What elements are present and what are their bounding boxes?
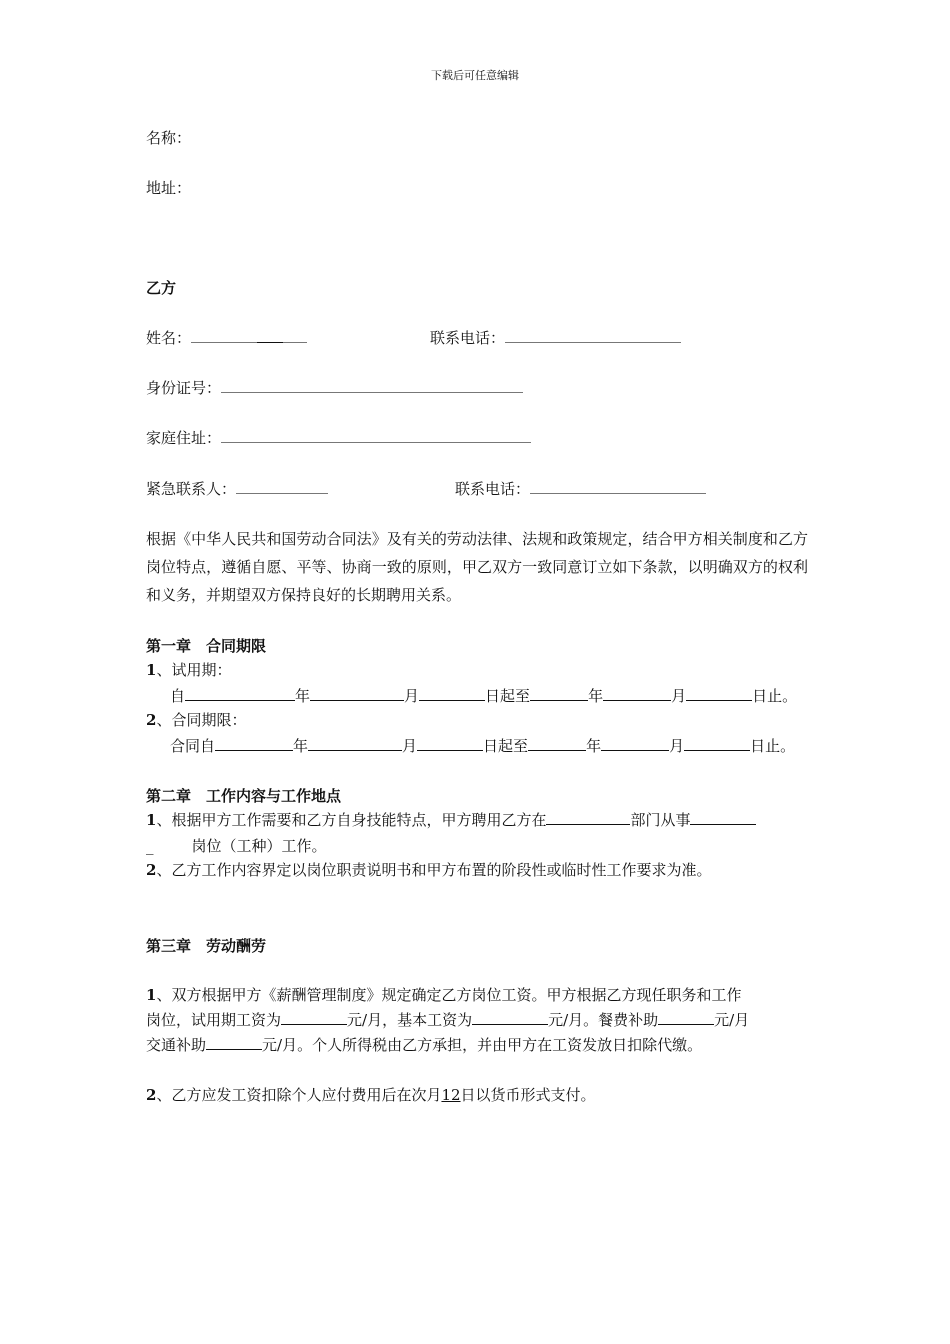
probation-end-day[interactable]	[686, 686, 752, 701]
meal-allowance-blank[interactable]	[658, 1010, 714, 1025]
party-b-phone-row	[430, 328, 681, 348]
transport-allowance-blank[interactable]	[206, 1035, 262, 1050]
contract-start-day[interactable]	[417, 736, 483, 751]
party-a-name-label: 名称：	[146, 129, 192, 147]
base-salary-blank[interactable]	[472, 1010, 548, 1025]
chapter2-item1-cont-text: 岗位（工种）工作。	[191, 837, 327, 855]
probation-end-month[interactable]	[603, 686, 671, 701]
chapter2-item2	[146, 860, 711, 880]
party-b-home-label: 家庭住址：	[146, 429, 222, 447]
chapter2-item1	[146, 810, 756, 830]
chapter3-item2-num: 2	[146, 1086, 157, 1104]
party-b-name-label: 姓名：	[146, 329, 192, 347]
party-b-emergency-phone-row	[455, 479, 706, 499]
probation-end-year[interactable]	[530, 686, 588, 701]
contract-from-label: 合同自	[170, 737, 216, 755]
party-b-home-row	[146, 428, 531, 448]
contract-end-month[interactable]	[601, 736, 669, 751]
party-b-name-row	[146, 328, 307, 348]
chapter1-item2	[146, 710, 246, 730]
chapter2-item2-num: 2	[146, 861, 157, 879]
probation-salary-label: 岗位，试用期工资为	[146, 1011, 282, 1029]
phone-blank[interactable]	[505, 328, 681, 343]
probation-start-day[interactable]	[419, 686, 485, 701]
party-b-phone-label: 联系电话：	[430, 329, 506, 347]
party-b-id-label: 身份证号：	[146, 379, 222, 397]
intro-paragraph: 根据《中华人民共和国劳动合同法》及有关的劳动法律、法规和政策规定，结合甲方相关制度和乙方岗位特点，遵循自愿、平等、协商一致的原则，甲乙双方一致同意订立如下条款，以明确双方的权利和义务，并期望双方保持良好的长期聘用关系。	[146, 530, 808, 604]
month-label: 月	[669, 737, 685, 755]
chapter1-item1-label: 、试用期：	[156, 661, 232, 679]
party-b-emergency-row	[146, 479, 328, 499]
month-label: 月	[402, 737, 418, 755]
chapter3-item1-line2	[146, 1010, 749, 1030]
contract-start-month[interactable]	[308, 736, 402, 751]
chapter3-item1-line1-text: 、双方根据甲方《薪酬管理制度》规定确定乙方岗位工资。甲方根据乙方现任职务和工作	[156, 986, 742, 1004]
chapter3-item2-text-b: 日以货币形式支付。	[460, 1086, 596, 1104]
chapter1-item1	[146, 660, 231, 680]
position-blank[interactable]	[690, 810, 756, 825]
day-end-label: 日止。	[752, 687, 798, 705]
party-b-emergency-phone-label: 联系电话：	[455, 480, 531, 498]
year-label: 年	[295, 687, 311, 705]
chapter3-item1-line3-text: 元/月。个人所得税由乙方承担，并由甲方在工资发放日扣除代缴。	[262, 1036, 703, 1054]
chapter3-title: 第三章 劳动酬劳	[146, 937, 267, 955]
party-a-address-label: 地址：	[146, 179, 192, 197]
chapter1-item2-dates	[170, 736, 795, 756]
year-label: 年	[586, 737, 602, 755]
from-label: 自	[170, 687, 186, 705]
base-salary-label: 元/月，基本工资为	[347, 1011, 473, 1029]
home-blank[interactable]	[221, 428, 531, 443]
department-blank[interactable]	[546, 810, 630, 825]
transport-allowance-label: 交通补助	[146, 1036, 207, 1054]
emergency-phone-blank[interactable]	[530, 479, 706, 494]
name-blank-3[interactable]	[283, 328, 307, 343]
header-note: 下载后可任意编辑	[431, 69, 519, 82]
year-label: 年	[293, 737, 309, 755]
emergency-blank[interactable]	[236, 479, 328, 494]
probation-salary-blank[interactable]	[281, 1010, 347, 1025]
probation-start-month[interactable]	[310, 686, 404, 701]
chapter3-item2	[146, 1085, 596, 1105]
chapter1-title: 第一章 合同期限	[146, 637, 267, 655]
meal-allowance-label: 元/月。餐费补助	[548, 1011, 659, 1029]
chapter2-item2-text: 、乙方工作内容界定以岗位职责说明书和甲方布置的阶段性或临时性工作要求为准。	[156, 861, 712, 879]
name-blank-1[interactable]	[191, 328, 257, 343]
name-blank-2[interactable]	[257, 328, 283, 343]
position-blank-continued: _	[146, 837, 154, 855]
day-from-label: 日起至	[483, 737, 529, 755]
chapter2-item1-text-b: 部门从事	[630, 811, 691, 829]
month-label: 月	[671, 687, 687, 705]
payday-value: 12	[441, 1086, 461, 1104]
chapter1-item1-dates	[170, 686, 797, 706]
chapter2-title: 第二章 工作内容与工作地点	[146, 787, 342, 805]
month-label: 月	[404, 687, 420, 705]
party-b-emergency-label: 紧急联系人：	[146, 480, 237, 498]
chapter3-item1-line1	[146, 985, 741, 1005]
chapter2-item1-text-a: 、根据甲方工作需要和乙方自身技能特点，甲方聘用乙方在	[156, 811, 547, 829]
day-end-label: 日止。	[750, 737, 796, 755]
meal-allowance-unit: 元/月	[714, 1011, 750, 1029]
contract-end-year[interactable]	[528, 736, 586, 751]
chapter3-item1-num: 1	[146, 986, 157, 1004]
party-b-title: 乙方	[146, 279, 177, 297]
chapter2-item1-num: 1	[146, 811, 157, 829]
day-from-label: 日起至	[485, 687, 531, 705]
chapter1-item1-num: 1	[146, 661, 157, 679]
contract-start-year[interactable]	[215, 736, 293, 751]
id-blank[interactable]	[221, 378, 523, 393]
probation-start-year[interactable]	[185, 686, 295, 701]
chapter1-item2-label: 、合同期限：	[156, 711, 247, 729]
chapter3-item1-line3	[146, 1035, 702, 1055]
chapter2-item1-cont	[146, 836, 327, 856]
party-b-id-row	[146, 378, 523, 398]
contract-end-day[interactable]	[684, 736, 750, 751]
chapter3-item2-text-a: 、乙方应发工资扣除个人应付费用后在次月	[156, 1086, 442, 1104]
chapter1-item2-num: 2	[146, 711, 157, 729]
year-label: 年	[588, 687, 604, 705]
